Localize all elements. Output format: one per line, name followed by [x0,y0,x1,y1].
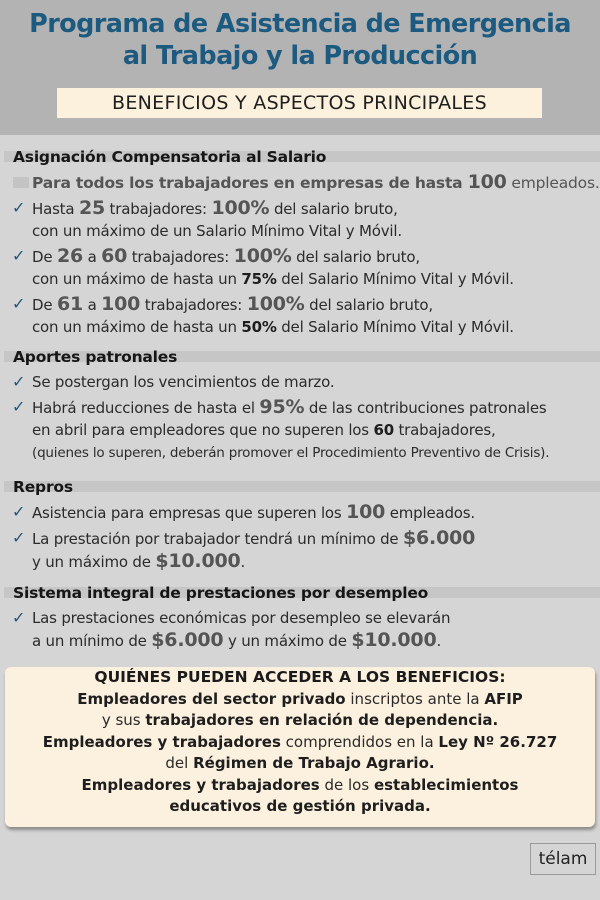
list-item: ✓ La prestación por trabajador tendrá un mínimo de $6.000 y un máximo de $10.000. [12,527,476,572]
list-item: ✓ De 26 a 60 trabajadores: 100% del salario bruto, con un máximo de hasta un 75% del Salario Mínimo Vital y Móvil. [12,245,514,288]
header-band [0,0,600,135]
section-repros [0,476,600,573]
section-title: Sistema integral de prestaciones por desempleo [13,584,429,602]
title-line-2: al Trabajo y la Producción [122,41,478,71]
list-item: ✓ Las prestaciones económicas por desempleo se elevarán a un mínimo de $6.000 y un máximo de $10.000. [12,608,451,651]
bullet-square-icon [13,177,29,188]
eligibility-box [5,667,595,827]
check-icon: ✓ [12,294,26,313]
section-divider [4,481,600,492]
subtitle-banner: BENEFICIOS Y ASPECTOS PRINCIPALES [57,88,542,118]
check-icon: ✓ [12,246,26,265]
check-icon: ✓ [12,198,26,217]
eligibility-line: Empleadores del sector privado inscriptos ante la AFIP [77,689,523,708]
list-item: ✓ Asistencia para empresas que superen los 100 empleados. [12,501,475,523]
check-icon: ✓ [12,608,26,627]
list-item: ✓ De 61 a 100 trabajadores: 100% del salario bruto, con un máximo de hasta un 50% del Salario Mínimo Vital y Móvil. [12,293,514,336]
section-title: Repros [13,478,73,496]
intro-item: Para todos los trabajadores en empresas de hasta 100 empleados. [0,171,600,194]
eligibility-line: educativos de gestión privada. [169,797,431,815]
section-title: Aportes patronales [13,348,178,366]
telam-logo: télam [530,843,596,875]
check-icon: ✓ [12,397,26,416]
eligibility-title: QUIÉNES PUEDEN ACCEDER A LOS BENEFICIOS: [94,668,506,686]
section-asignacion [0,146,600,338]
page-title [0,8,600,72]
eligibility-line: y sus trabajadores en relación de dependencia. [101,711,499,729]
list-item: ✓ Habrá reducciones de hasta el 95% de las contribuciones patronales en abril para empleadores que no superen los 60 trabajadores, (quienes lo superen, deberán promover el Procedimiento Preventivo de Crisis). [12,396,550,461]
section-aportes [0,346,600,464]
section-desempleo [0,582,600,652]
check-icon: ✓ [12,502,26,521]
list-item: ✓ Se postergan los vencimientos de marzo. [12,372,335,391]
eligibility-line: Empleadores y trabajadores comprendidos en la Ley Nº 26.727 [42,732,558,751]
eligibility-line: Empleadores y trabajadores de los establecimientos [81,775,519,794]
check-icon: ✓ [12,528,26,547]
check-icon: ✓ [12,372,26,391]
list-item: ✓ Hasta 25 trabajadores: 100% del salario bruto, con un máximo de un Salario Mínimo Vital y Móvil. [12,197,402,240]
title-line-1: Programa de Asistencia de Emergencia [29,9,571,39]
eligibility-line: del Régimen de Trabajo Agrario. [165,754,435,772]
section-title: Asignación Compensatoria al Salario [13,148,327,166]
